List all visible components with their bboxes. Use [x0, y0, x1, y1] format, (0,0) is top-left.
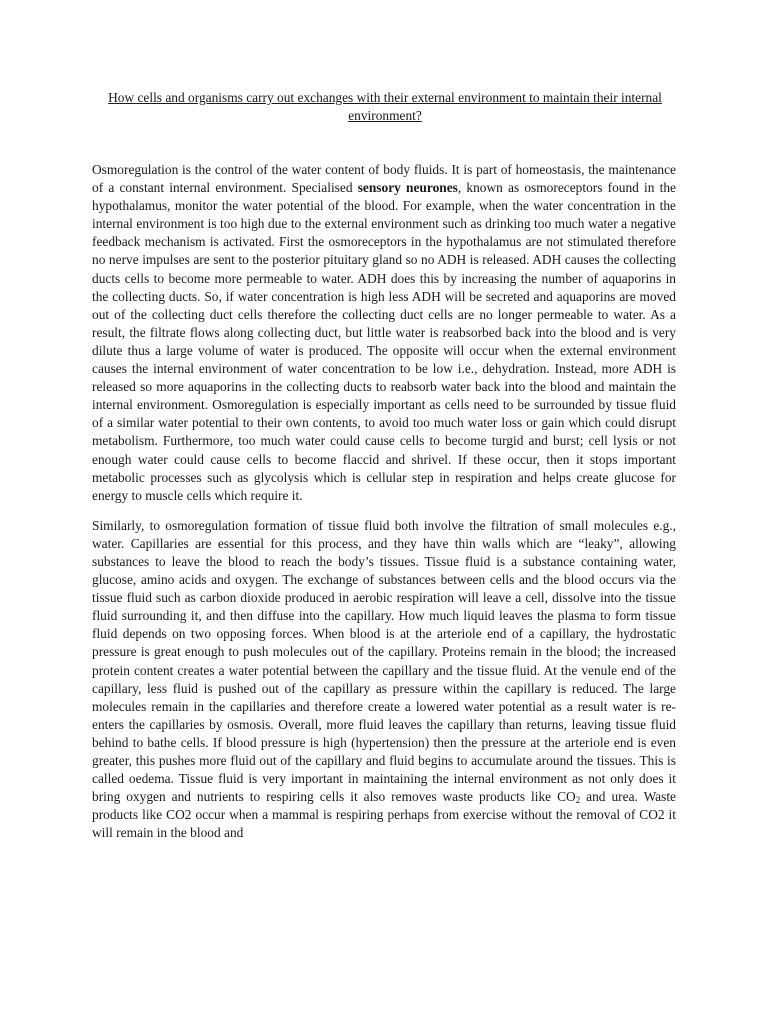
paragraph-text: and urea. Waste products like CO2 occur when a mammal is respiring perhaps from exercise without the removal of CO2 it will remain in the blood and: [92, 789, 676, 841]
document-title: How cells and organisms carry out exchanges with their external environment to maintain their internal environment?: [108, 90, 662, 123]
paragraph-tissue-fluid: [92, 517, 676, 843]
bold-term: sensory neurones: [357, 180, 458, 196]
paragraph-text: Osmoregulation is the control of the water content of body fluids. It is part of homeostasis, the maintenance of a constant internal environment. Specialised: [92, 162, 676, 196]
paragraph-text: Similarly, to osmoregulation formation of tissue fluid both involve the filtration of small molecules e.g., water. Capillaries are essential for this process, and they have thin walls which are “leaky”, allowing substances to leave the blood to reach the body’s tissues. Tissue fluid is a substance containing water, glucose, amino acids and oxygen. The exchange of substances between cells and the blood occurs via the tissue fluid such as carbon dioxide produced in aerobic respiration will leave a cell, dissolve into the tissue fluid surrounding it, and then diffuse into the capillary. How much liquid leaves the plasma to form tissue fluid depends on two opposing forces. When blood is at the arteriole end of a capillary, the hydrostatic pressure is great enough to push molecules out of the capillary. Proteins remain in the blood; the increased protein content creates a water potential between the capillary and the tissue fluid. At the venule end of the capillary, less fluid is pushed out of the capillary as pressure within the capillary is reduced. The large molecules remain in the capillaries and therefore create a lowered water potential as a result water is re-enters the capillaries by osmosis. Overall, more fluid leaves the capillary than returns, leaving tissue fluid behind to bathe cells. If blood pressure is high (hypertension) then the pressure at the arteriole end is even greater, this pushes more fluid out of the capillary and fluid begins to accumulate around the tissues. This is called oedema. Tissue fluid is very important in maintaining the internal environment as not only does it bring oxygen and nutrients to respiring cells it also removes waste products like CO: [92, 517, 676, 805]
subscript: 2: [575, 795, 581, 806]
paragraph-text: , known as osmoreceptors found in the hypothalamus, monitor the water potential of the blood. For example, when the water concentration in the internal environment is too high due to the external environment such as drinking too much water a negative feedback mechanism is activated. First the osmoreceptors in the hypothalamus are not stimulated therefore no nerve impulses are sent to the posterior pituitary gland so no ADH is released. ADH causes the collecting ducts cells to become more permeable to water. ADH does this by increasing the number of aquaporins in the collecting ducts. So, if water concentration is high less ADH will be secreted and aquaporins are moved out of the collecting duct cells therefore the collecting duct cells are no longer permeable to water. As a result, the filtrate flows along collecting duct, but little water is reabsorbed back into the blood and is very dilute thus a large volume of water is produced. The opposite will occur when the external environment causes the internal environment of water concentration to be low i.e., dehydration. Instead, more ADH is released so more aquaporins in the collecting ducts to reabsorb water back into the blood and maintain the internal environment. Osmoregulation is especially important as cells need to be surrounded by tissue fluid of a similar water potential to their own contents, to avoid too much water loss or gain which could disrupt metabolism. Furthermore, too much water could cause cells to become turgid and burst; cell lysis or not enough water could cause cells to become flaccid and shrivel. If these occur, then it stops important metabolic processes such as glycolysis which is cellular step in respiration and helps create glucose for energy to muscle cells which require it.: [92, 180, 676, 503]
paragraph-osmoregulation: [92, 161, 676, 505]
document-body: [92, 161, 676, 854]
